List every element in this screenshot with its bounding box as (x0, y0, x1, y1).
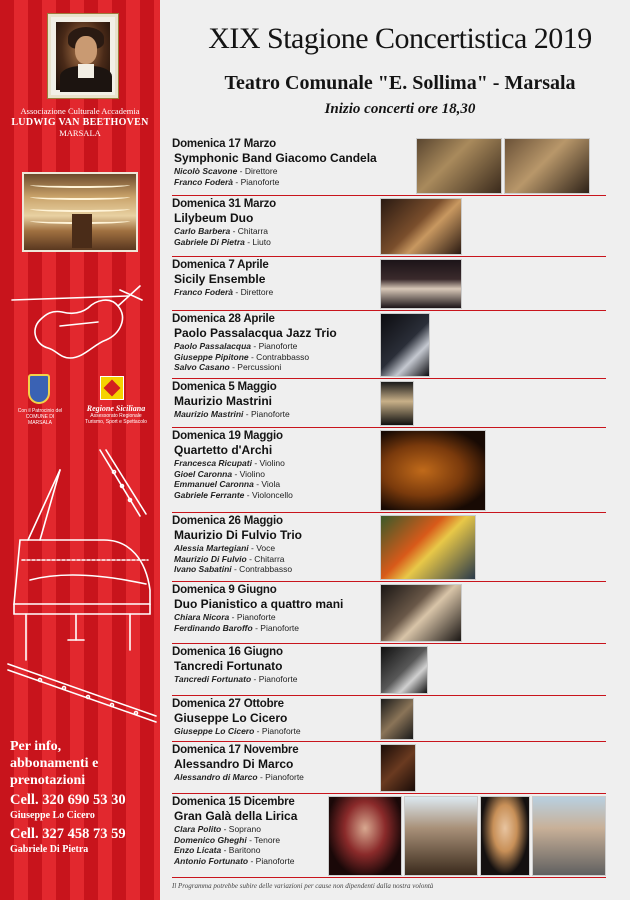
phone-1: Cell. 320 690 53 30 (10, 792, 126, 808)
performer-list (174, 726, 301, 737)
concert-date: Domenica 27 Ottobre (172, 698, 284, 710)
concert-title: Paolo Passalacqua Jazz Trio (174, 326, 337, 340)
performer: Francesca Ricupati - Violino (174, 458, 285, 468)
performer: Ferdinando Baroffo - Pianoforte (174, 622, 300, 633)
performer: Enzo Licata - Baritono (174, 845, 261, 856)
performer: Carlo Barbera - Chitarra (174, 226, 269, 236)
concert-date: Domenica 19 Maggio (172, 430, 283, 442)
concert-photo (380, 430, 486, 511)
venue-line: Teatro Comunale "E. Sollima" - Marsala (224, 72, 576, 94)
performer: Giuseppe Lo Cicero - Pianoforte (174, 726, 301, 736)
performer: Alessandro di Marco - Pianoforte (174, 772, 304, 782)
concert-date: Domenica 26 Maggio (172, 515, 283, 527)
performer: Maurizio Di Fulvio - Chitarra (174, 553, 285, 564)
performer: Ivano Sabatini - Contrabbasso (174, 564, 293, 575)
concert-photo (380, 646, 428, 694)
performer-list (174, 674, 297, 685)
performer: Antonio Fortunato - Pianoforte (174, 855, 295, 866)
divider (172, 741, 606, 743)
concert-photo (380, 381, 414, 426)
left-sidebar-panel (0, 0, 160, 900)
marsala-crest-icon (28, 374, 50, 404)
contact-info: Per info, abbonamenti e prenotazioni Cell. 320 690 53 30 Giuseppe Lo Cicero Cell. 327 458 73 59 Gabriele Di Pietra (10, 738, 160, 857)
concert-date: Domenica 17 Novembre (172, 744, 299, 756)
performer: Nicolò Scavone - Direttore (174, 166, 278, 176)
performer: Chiara Nicora - Pianoforte (174, 612, 276, 622)
performer: Franco Foderà - Pianoforte (174, 176, 280, 187)
concert-photo (380, 259, 462, 309)
performer-list (174, 824, 294, 866)
concert-title: Quartetto d'Archi (174, 443, 273, 457)
concert-entry (172, 259, 606, 311)
concert-entry (172, 313, 606, 379)
concert-date: Domenica 15 Dicembre (172, 796, 295, 808)
performer-list (174, 458, 293, 500)
sponsor-logos (14, 374, 154, 434)
performer: Clara Polito - Soprano (174, 824, 261, 834)
concert-entry (172, 646, 606, 696)
performer-list (174, 287, 273, 298)
start-time: Inizio concerti ore 18,30 (324, 101, 476, 117)
concert-photo (504, 138, 590, 194)
performer-list (174, 543, 292, 575)
concert-photo (480, 796, 530, 876)
performer: Salvo Casano - Percussioni (174, 362, 282, 373)
concert-title: Tancredi Fortunato (174, 659, 283, 673)
concert-photo (380, 584, 462, 642)
concert-date: Domenica 17 Marzo (172, 138, 276, 150)
performer: Domenico Gheghi - Tenore (174, 834, 281, 845)
performer: Maurizio Mastrini - Pianoforte (174, 409, 290, 419)
concert-entry (172, 138, 606, 196)
footnote: Il Programma potrebbe subire delle variazioni per cause non dipendenti dalla nostra volontà (172, 882, 434, 890)
concert-title: Giuseppe Lo Cicero (174, 711, 288, 725)
concert-entry (172, 515, 606, 582)
performer: Emmanuel Caronna - Viola (174, 479, 281, 490)
performer: Alessia Martegiani - Voce (174, 543, 276, 553)
performer-list (174, 772, 304, 783)
divider (172, 695, 606, 697)
divider (172, 793, 606, 795)
concert-photo (380, 198, 462, 255)
concert-entry (172, 430, 606, 513)
concert-date: Domenica 31 Marzo (172, 198, 276, 210)
performer-list (174, 409, 290, 420)
regione-siciliana-logo-icon (100, 376, 124, 400)
divider (172, 256, 606, 258)
crest2-label: Regione Siciliana Assessorato Regionale Turismo, Sport e Spettacolo (85, 404, 147, 425)
divider (172, 310, 606, 312)
concert-title: Gran Galà della Lirica (174, 809, 298, 823)
concert-photo (532, 796, 606, 876)
poster-title: XIX Stagione Concertistica 2019 (208, 22, 592, 55)
performer: Gabriele Ferrante - Violoncello (174, 489, 293, 500)
concert-entry (172, 698, 606, 742)
concert-entry (172, 744, 606, 794)
concert-date: Domenica 28 Aprile (172, 313, 275, 325)
divider (172, 427, 606, 429)
concert-title: Lilybeum Duo (174, 211, 254, 225)
association-name: Associazione Culturale Accademia LUDWIG VAN BEETHOVEN MARSALA (11, 106, 149, 138)
concert-date: Domenica 9 Giugno (172, 584, 277, 596)
concert-title: Symphonic Band Giacomo Candela (174, 151, 377, 165)
concert-title: Maurizio Di Fulvio Trio (174, 528, 303, 542)
concert-photo (380, 744, 416, 792)
performer: Paolo Passalacqua - Pianoforte (174, 341, 298, 351)
concert-photo (416, 138, 502, 194)
divider (172, 643, 606, 645)
concert-title: Alessandro Di Marco (174, 757, 294, 771)
performer: Franco Foderà - Direttore (174, 287, 274, 297)
divider (172, 581, 606, 583)
concert-entry (172, 584, 606, 644)
performer-list (174, 226, 271, 247)
divider (172, 378, 606, 380)
concert-date: Domenica 16 Giugno (172, 646, 283, 658)
concert-entry (172, 381, 606, 428)
divider (172, 195, 606, 197)
concert-title: Duo Pianistico a quattro mani (174, 597, 344, 611)
concert-entry (172, 796, 606, 878)
concert-photo (328, 796, 402, 876)
performer: Tancredi Fortunato - Pianoforte (174, 674, 298, 684)
concert-date: Domenica 5 Maggio (172, 381, 277, 393)
performer-list (174, 341, 309, 373)
concert-title: Sicily Ensemble (174, 272, 266, 286)
performer: Gabriele Di Pietra - Liuto (174, 236, 271, 247)
performer: Giuseppe Pipitone - Contrabbasso (174, 351, 310, 362)
divider (172, 877, 606, 879)
concert-photo (380, 515, 476, 580)
concert-photo (380, 313, 430, 377)
concert-photo (404, 796, 478, 876)
concert-date: Domenica 7 Aprile (172, 259, 269, 271)
concert-entry (172, 198, 606, 257)
performer-list (174, 166, 279, 187)
performer: Gioel Caronna - Violino (174, 468, 266, 479)
divider (172, 512, 606, 514)
concert-photo (380, 698, 414, 740)
concert-title: Maurizio Mastrini (174, 394, 273, 408)
phone-2: Cell. 327 458 73 59 (10, 826, 126, 842)
crest1-label: Con il Patrocinio del COMUNE DI MARSALA (17, 408, 63, 426)
performer-list (174, 612, 299, 633)
